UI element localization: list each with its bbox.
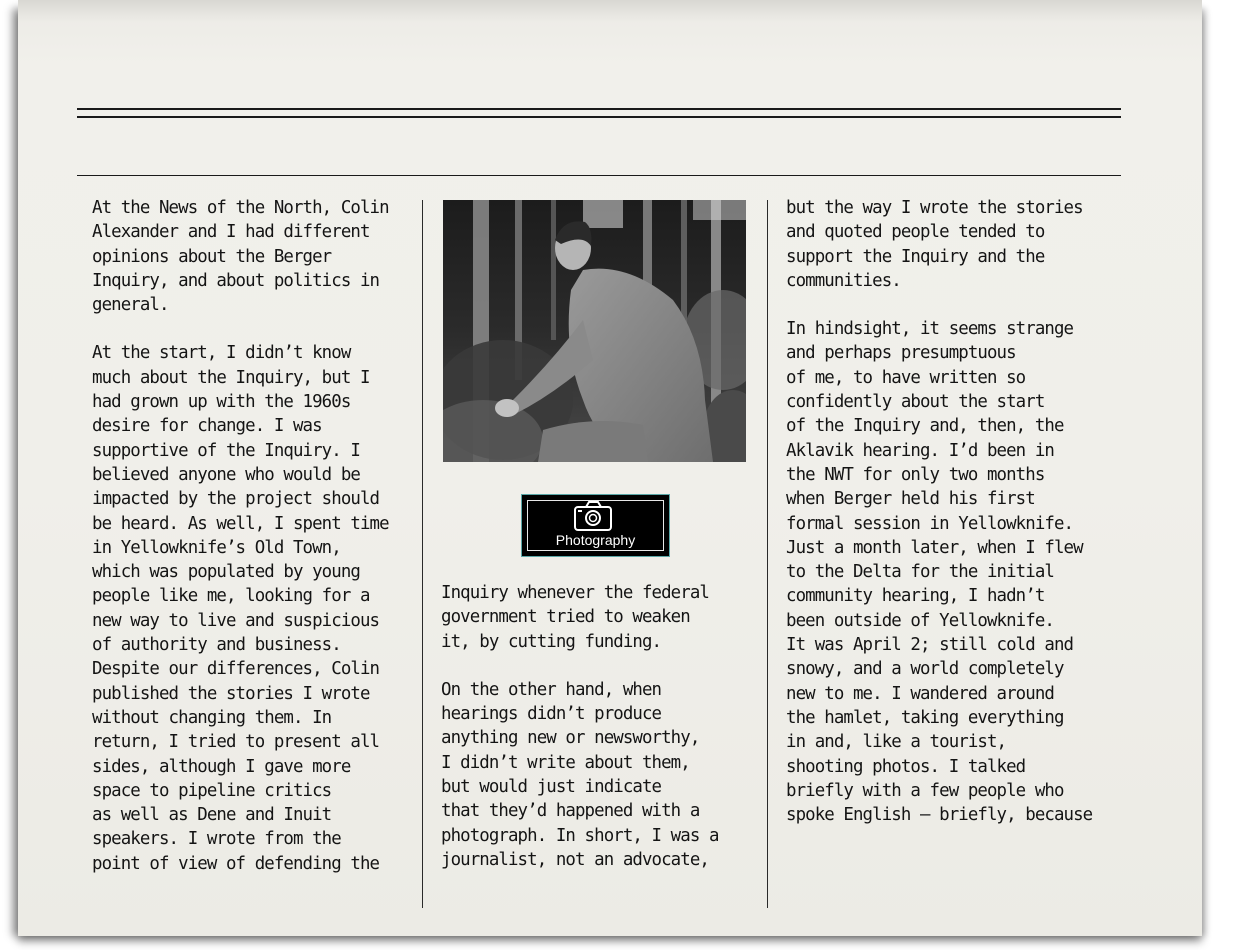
paragraph: At the start, I didn’t know much about the Inquiry, but I had grown up with the 1960s desire for change. I was supportive of the Inquiry. I believed anyone who would be impacted by the project should be heard. As well, I spent time in Yellowknife’s Old Town, which was populated by young people like me, looking for a new way to live and suspicious of authority and business. Despite our differences, Colin published the stories I wrote without changing them. In return, I tried to present all sides, although I gave more space to pipeline critics as well as Dene and Inuit speakers. I wrote from the point of view of defending the	[92, 343, 389, 874]
masthead-rule-bottom	[77, 116, 1121, 118]
article-column-right	[786, 196, 1116, 851]
column-divider-1	[422, 200, 423, 908]
paragraph: In hindsight, it seems strange and perhaps presumptuous of me, to have written so confidently about the start of the Inquiry and, then, the Aklavik hearing. I’d been in the NWT for only two months when Berger held his first formal session in Yellowknife. Just a month later, when I flew to the Delta for the initial community hearing, I hadn’t been outside of Yellowknife. It was April 2; still cold and snowy, and a world completely new to me. I wandered around the hamlet, taking everything in and, like a tourist, shooting photos. I talked briefly with a few people who spoke English — briefly, because	[786, 319, 1093, 826]
article-column-middle	[441, 581, 761, 896]
photograph-forest-man	[443, 200, 746, 462]
header-divider	[77, 175, 1121, 176]
paragraph: At the News of the North, Colin Alexander and I had different opinions about the Berger Inquiry, and about politics in general.	[92, 198, 389, 316]
camera-icon	[573, 500, 613, 532]
photography-button-label: Photography	[555, 532, 636, 548]
page-edge-shadow	[18, 0, 1202, 22]
photography-button[interactable]	[521, 494, 670, 557]
article-column-left	[92, 196, 422, 900]
paragraph: but the way I wrote the stories and quoted people tended to support the Inquiry and the communities.	[786, 198, 1083, 291]
column-divider-2	[767, 200, 768, 908]
article-photo	[443, 200, 746, 462]
masthead-rule-top	[77, 108, 1121, 110]
paragraph: On the other hand, when hearings didn’t produce anything new or newsworthy, I didn’t write about them, but would just indicate that they’d happened with a photograph. In short, I was a journalist, not an advocate,	[441, 679, 719, 870]
paragraph: Inquiry whenever the federal government tried to weaken it, by cutting funding.	[441, 583, 709, 652]
